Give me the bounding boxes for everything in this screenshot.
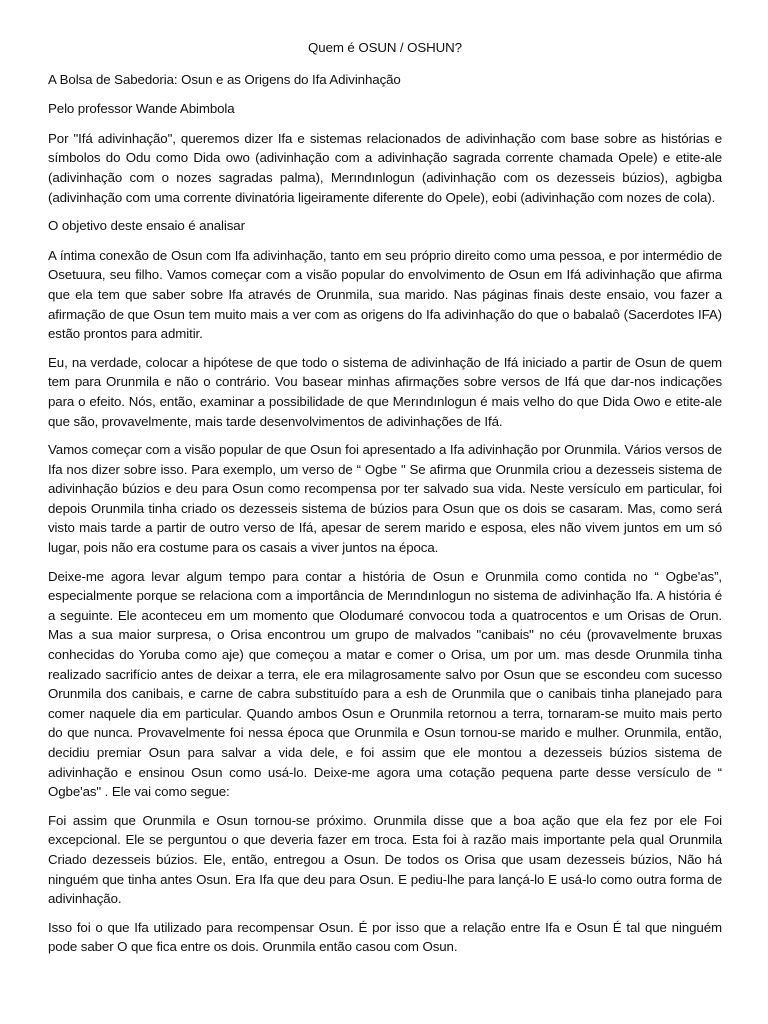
paragraph: O objetivo deste ensaio é analisar	[48, 218, 245, 234]
paragraph: Por "Ifá adivinhação", queremos dizer Ifa e sistemas relacionados de adivinhação com base sobre as histórias e símbolos do Odu como Dida owo (adivinhação com a adivinhação sagrada corrente chamada Opele) e etite-ale (adivinhação com o nozes sagradas palma), Merındınlogun (adivinhação com os dezesseis búzios), agbigba (adivinhação com uma corrente divinatória ligeiramente diferente do Opele), eobi (adivinhação com nozes de cola).	[48, 130, 722, 205]
paragraph: A íntima conexão de Osun com Ifa adivinhação, tanto em seu próprio direito como uma pessoa, e por intermédio de Osetuura, seu filho. Vamos começar com a visão popular do envolvimento de Osun em Ifá adivinhação que afirma que ela tem que saber sobre Ifa através de Orunmila, sua marido. Nas páginas finais deste ensaio, vou fazer a afirmação de que Osun tem muito mais a ver com as origens do Ifa adivinhação do que o babalaô (Sacerdotes IFA) estão prontos para admitir.	[48, 247, 722, 342]
document-title: Quem é OSUN / OSHUN?	[308, 40, 462, 55]
paragraph: Isso foi o que Ifa utilizado para recompensar Osun. É por isso que a relação entre Ifa e Osun É tal que ninguém pode saber O que fica entre os dois. Orunmila então casou com Osun.	[48, 919, 722, 955]
paragraph: Eu, na verdade, colocar a hipótese de que todo o sistema de adivinhação de Ifá iniciado a partir de Osun de quem tem para Orunmila e não o contrário. Vou basear minhas afirmações sobre versos de Ifá que dar-nos indicações para o efeito. Nós, então, examinar a possibilidade de que Merındınlogun é mais velho do que Dida Owo e etite-ale que são, provavelmente, mais tarde desenvolvimentos de adivinhações de Ifá.	[48, 354, 722, 429]
paragraph: Vamos começar com a visão popular de que Osun foi apresentado a Ifa adivinhação por Orunmila. Vários versos de Ifa nos dizer sobre isso. Para exemplo, um verso de “ Ogbe " Se afirma que Orunmila criou a dezesseis sistema de adivinhação búzios e deu para Osun como recompensa por ter salvado sua vida. Neste versículo em particular, foi depois Orunmila tinha criado os dezesseis sistema de búzios para Osun que os dois se casaram. Mas, como será visto mais tarde a partir de outro verso de Ifá, apesar de serem marido e esposa, eles não vivem juntos em um só lugar, pois não era costume para os casais a viver juntos na época.	[48, 442, 722, 556]
paragraph: Foi assim que Orunmila e Osun tornou-se próximo. Orunmila disse que a boa ação que ela fez por ele Foi excepcional. Ele se perguntou o que deveria fazer em troca. Esta foi à razão mais importante pela qual Orunmila Criado dezesseis búzios. Ele, então, entregou a Osun. De todos os Orisa que usam dezesseis búzios, Não há ninguém que tinha antes Osun. Era Ifa que deu para Osun. E pediu-lhe para lançá-lo E usá-lo como outra forma de adivinhação.	[48, 812, 722, 907]
document-page	[48, 38, 722, 966]
paragraph: Deixe-me agora levar algum tempo para contar a história de Osun e Orunmila como contida no “ Ogbe'as”, especialmente porque se relaciona com a importância de Merındınlogun no sistema de adivinhação Ifa. A história é a seguinte. Ele aconteceu em um momento que Olodumaré convocou toda a quatrocentos e um Orisas de Orun. Mas a sua maior surpresa, o Orisa encontrou um grupo de malvados "canibais" no céu (provavelmente bruxas conhecidas do Yoruba como aje) que começou a matar e comer o Orisa, um por um. mas desde Orunmila tinha realizado sacrifício antes de deixar a terra, ele era milagrosamente salvo por Osun que se escondeu com sucesso Orunmila dos canibais, e carne de cabra substituído para a esh de Orunmila que o canibais tinha planejado para comer naquele dia em particular. Quando ambos Osun e Orunmila retornou a terra, tornaram-se muito mais perto do que nunca. Provavelmente foi nessa época que Orunmila e Osun tornou-se marido e mulher. Orunmila, então, decidiu premiar Osun para salvar a vida dele, e foi assim que ele montou a dezesseis búzios sistema de adivinhação e ensinou Osun como usá-lo. Deixe-me agora uma cotação pequena parte desse versículo de “ Ogbe'as" . Ele vai como segue:	[48, 568, 722, 800]
document-author: Pelo professor Wande Abimbola	[48, 101, 235, 117]
document-subtitle: A Bolsa de Sabedoria: Osun e as Origens do Ifa Adivinhação	[48, 71, 401, 87]
